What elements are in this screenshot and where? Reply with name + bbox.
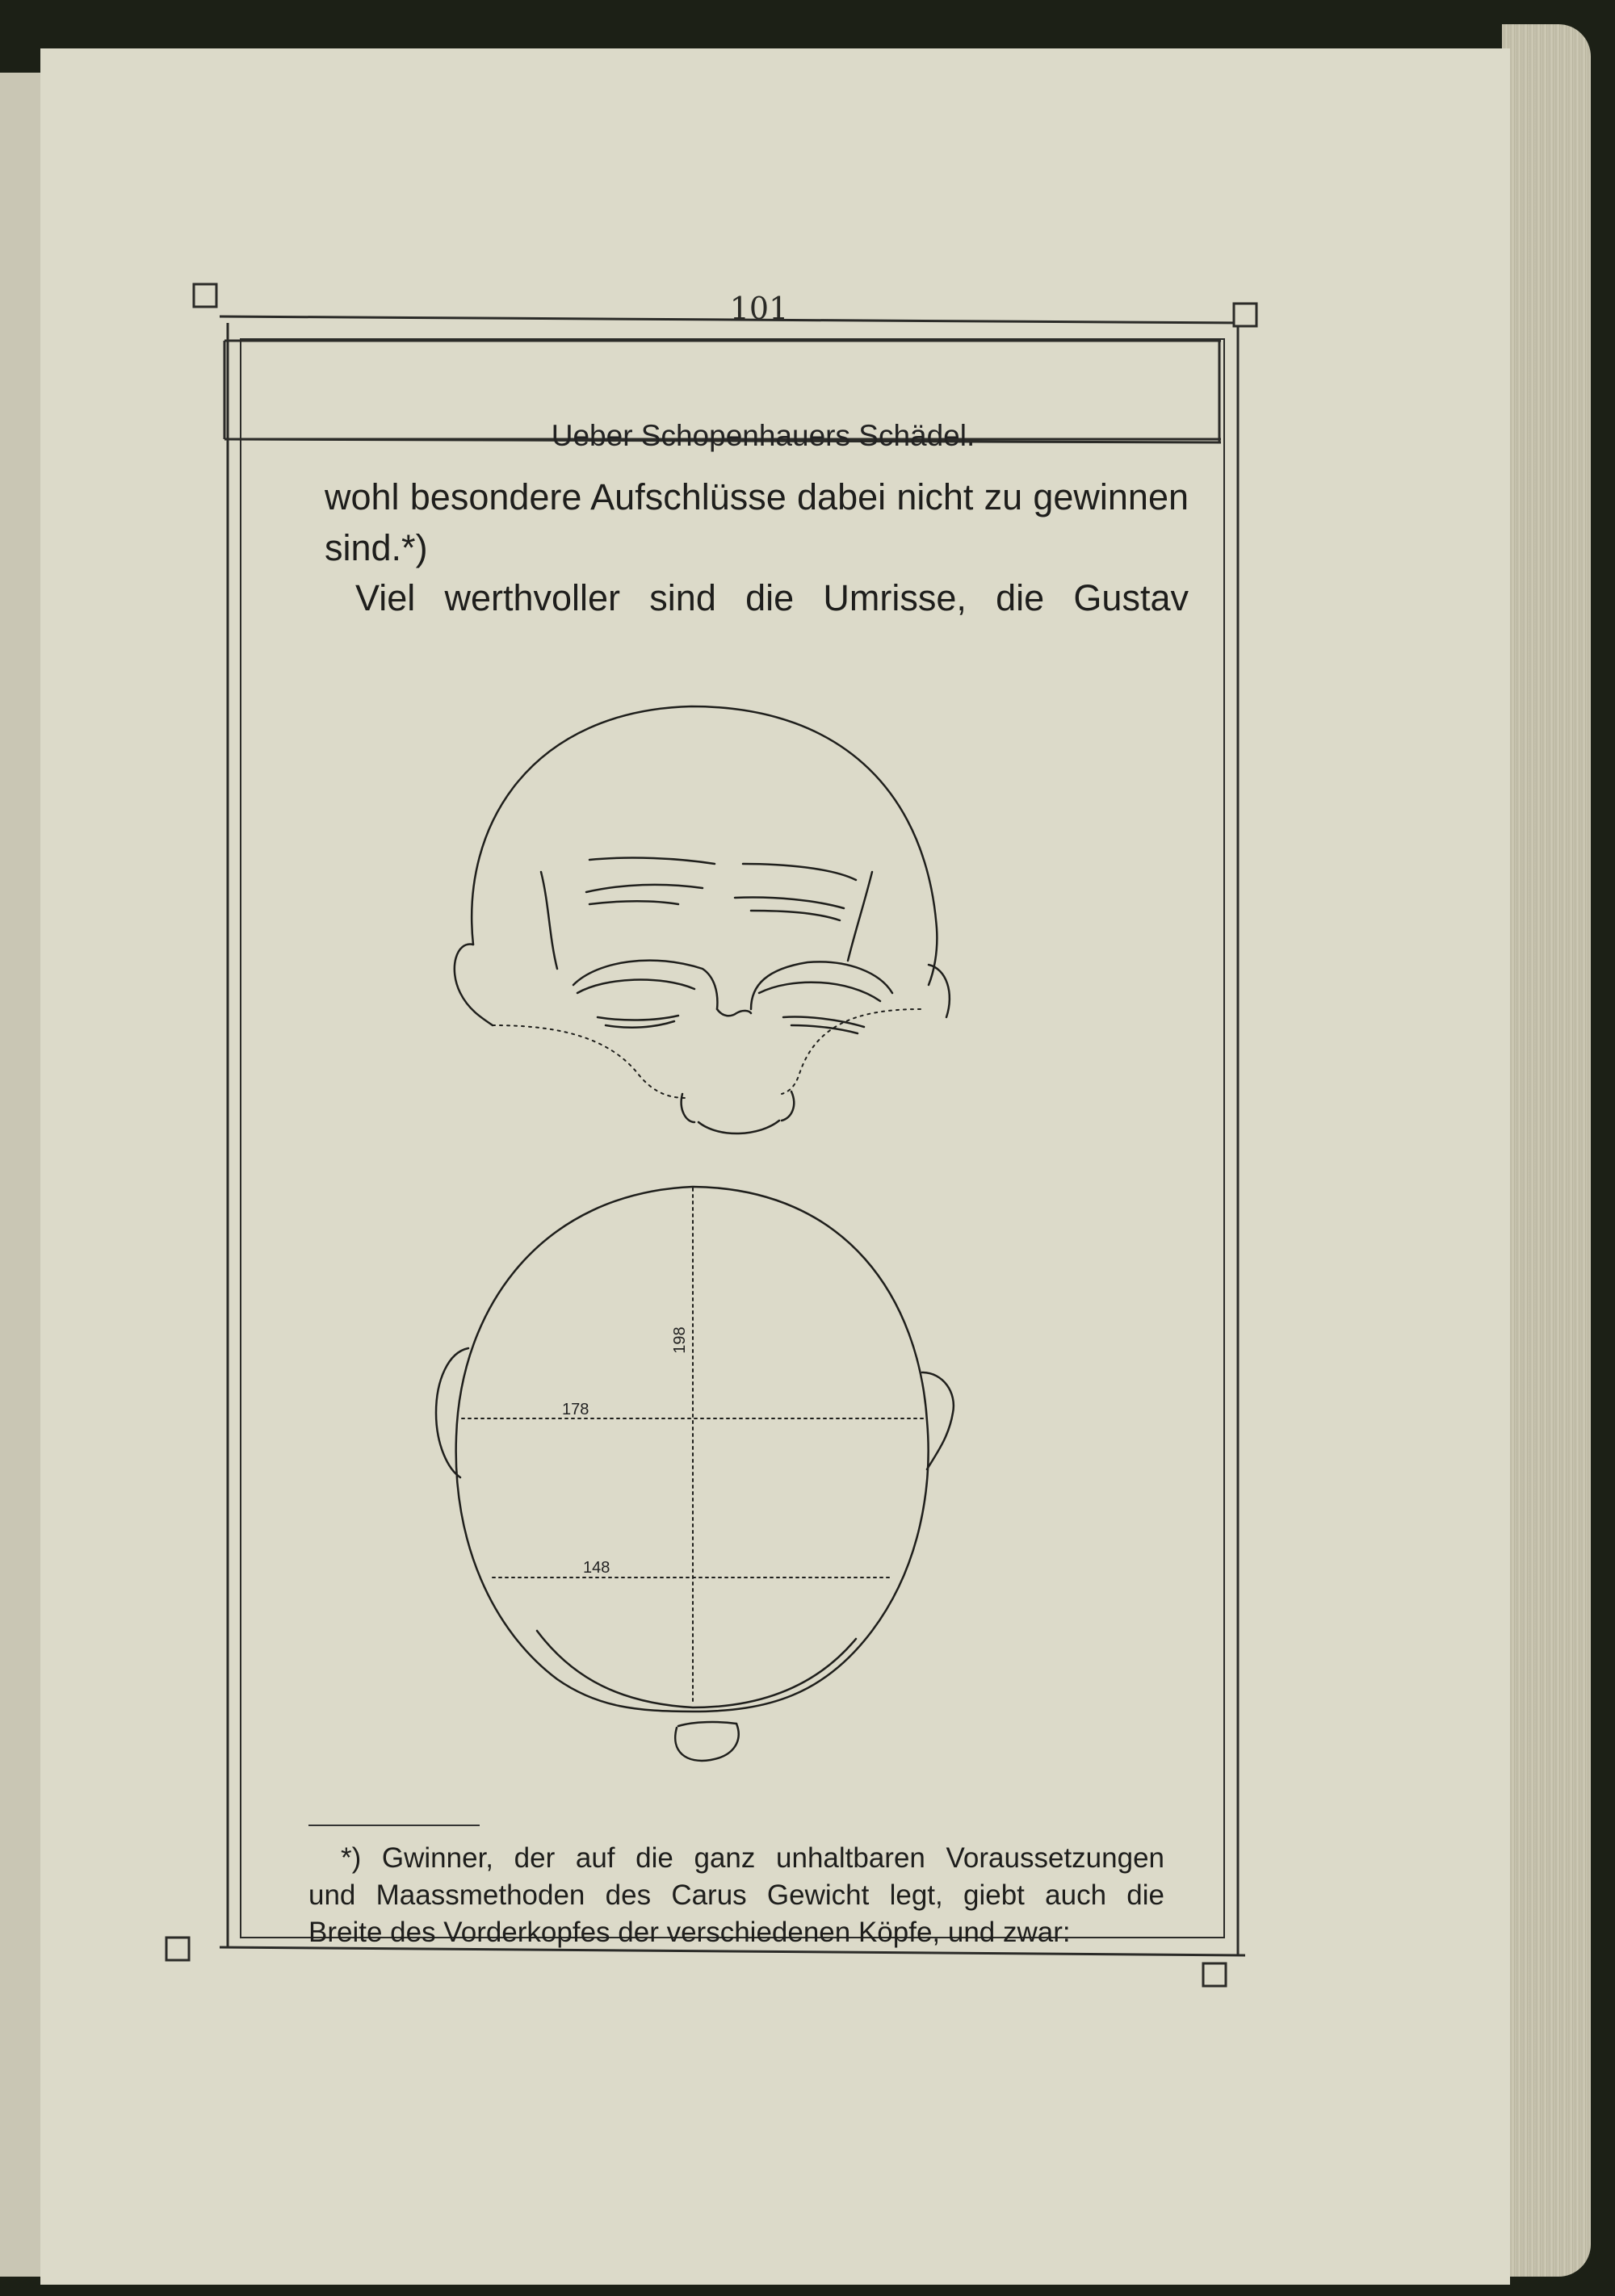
page-stack-edges: [1502, 24, 1591, 2277]
body-line-3: Viel werthvoller sind die Umrisse, die Gustav: [355, 577, 1189, 618]
body-line-1: wohl besondere Aufschlüsse dabei nicht zu gewinnen: [325, 476, 1189, 517]
facing-page-edge: [0, 73, 44, 2277]
body-line-2: sind.*): [325, 527, 428, 568]
footnote-line-3: Breite des Vorderkopfes der verschiedenen Köpfe, und zwar:: [308, 1917, 1071, 1948]
measurement-label-length: 198: [671, 1326, 689, 1354]
measurement-label-width-lower: 148: [583, 1559, 610, 1577]
top-view-drawing: [436, 1187, 954, 1761]
measurement-label-width-upper: 178: [562, 1401, 589, 1418]
book-page: [40, 48, 1510, 2285]
footnote-line-1: *) Gwinner, der auf die ganz unhaltbaren Voraussetzungen: [341, 1842, 1164, 1874]
page-number: 101: [729, 291, 789, 326]
front-view-drawing: [455, 706, 950, 1133]
running-head: Ueber Schopenhauers Schädel.: [551, 419, 975, 452]
footnote-line-2: und Maassmethoden des Carus Gewicht legt, giebt auch die: [308, 1879, 1164, 1911]
footnote-rule: [308, 1825, 480, 1826]
skull-outline-figure: [40, 48, 1510, 2285]
